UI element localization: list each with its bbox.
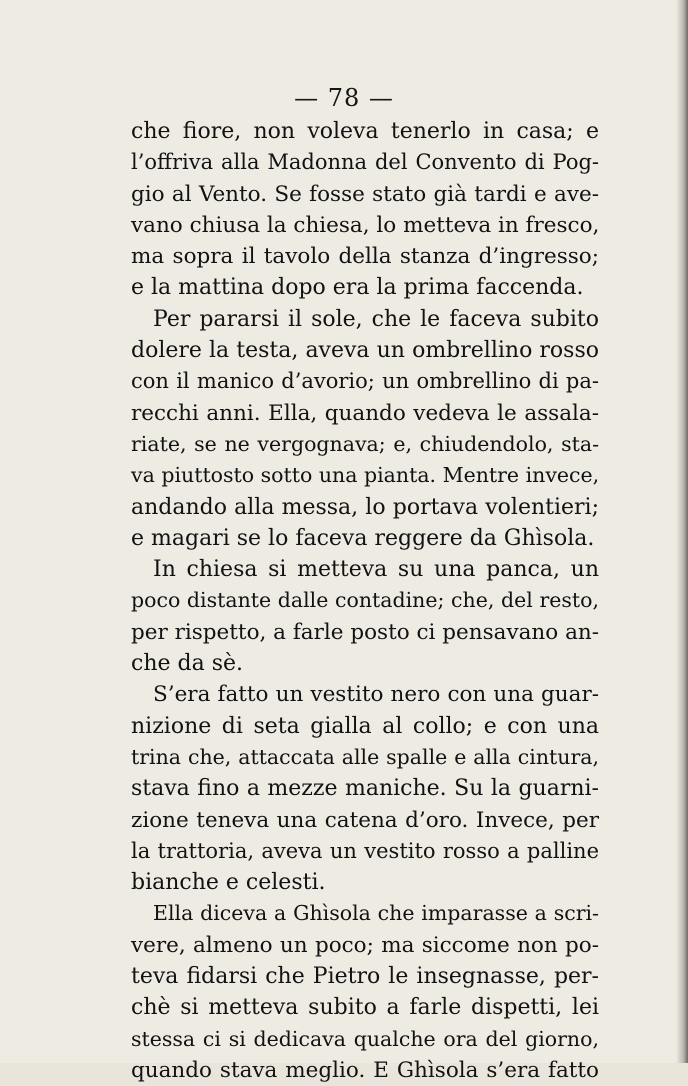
text-line: zione teneva una catena d’oro. Invece, per (131, 807, 599, 833)
text-line: con il manico d’avorio; un ombrellino di pa- (131, 369, 599, 394)
text-line: la trattoria, aveva un vestito rosso a palline (131, 838, 599, 863)
text-line: In chiesa si metteva su una panca, un (153, 557, 599, 583)
text-line: dolere la testa, aveva un ombrellino rosso (131, 338, 599, 364)
text-line: ma sopra il tavolo della stanza d’ingresso; (131, 244, 599, 270)
text-line: vere, almeno un poco; ma siccome non po- (131, 932, 599, 958)
text-line: stava fino a mezze maniche. Su la guarni- (131, 776, 599, 802)
text-line: e magari se lo faceva reggere da Ghìsola. (131, 525, 595, 551)
text-line: nizione di seta gialla al collo; e con una (131, 713, 599, 739)
text-line: Ella diceva a Ghìsola che imparasse a scri- (153, 901, 599, 926)
text-line: S’era fatto un vestito nero con una guar- (153, 682, 599, 708)
text-line: va piuttosto sotto una pianta. Mentre invece, (131, 463, 600, 488)
text-line: andando alla messa, lo portava volentieri; (131, 494, 599, 520)
page-number: — 78 — (294, 84, 394, 112)
text-line: per rispetto, a farle posto ci pensavano an- (131, 619, 599, 645)
text-line: Per pararsi il sole, che le faceva subito (153, 306, 599, 332)
text-line: poco distante dalle contadine; che, del resto, (131, 588, 599, 613)
text-line: teva fidarsi che Pietro le insegnasse, per- (131, 964, 599, 990)
text-line: vano chiusa la chiesa, lo metteva in fresco, (131, 212, 600, 238)
text-line: e la mattina dopo era la prima faccenda. (131, 275, 584, 301)
text-line: stessa ci si dedicava qualche ora del giorno, (131, 1026, 599, 1051)
text-line: quando stava meglio. E Ghìsola s’era fatto (131, 1057, 599, 1083)
text-line: chè si metteva subito a farle dispetti, lei (131, 995, 599, 1021)
body-text (131, 116, 599, 1086)
text-line: l’offriva alla Madonna del Convento di Pog- (131, 150, 599, 175)
text-line: bianche e celesti. (131, 870, 326, 896)
text-line: trina che, attaccata alle spalle e alla cintura, (131, 744, 599, 769)
text-line: recchi anni. Ella, quando vedeva le assala- (131, 400, 599, 426)
text-line: riate, se ne vergognava; e, chiudendolo, sta- (131, 431, 599, 456)
text-line: gio al Vento. Se fosse stato già tardi e ave- (131, 181, 599, 207)
text-line: che da sè. (131, 651, 243, 677)
text-line: che fiore, non voleva tenerlo in casa; e (131, 119, 599, 144)
page-edge-shadow (676, 0, 688, 1063)
